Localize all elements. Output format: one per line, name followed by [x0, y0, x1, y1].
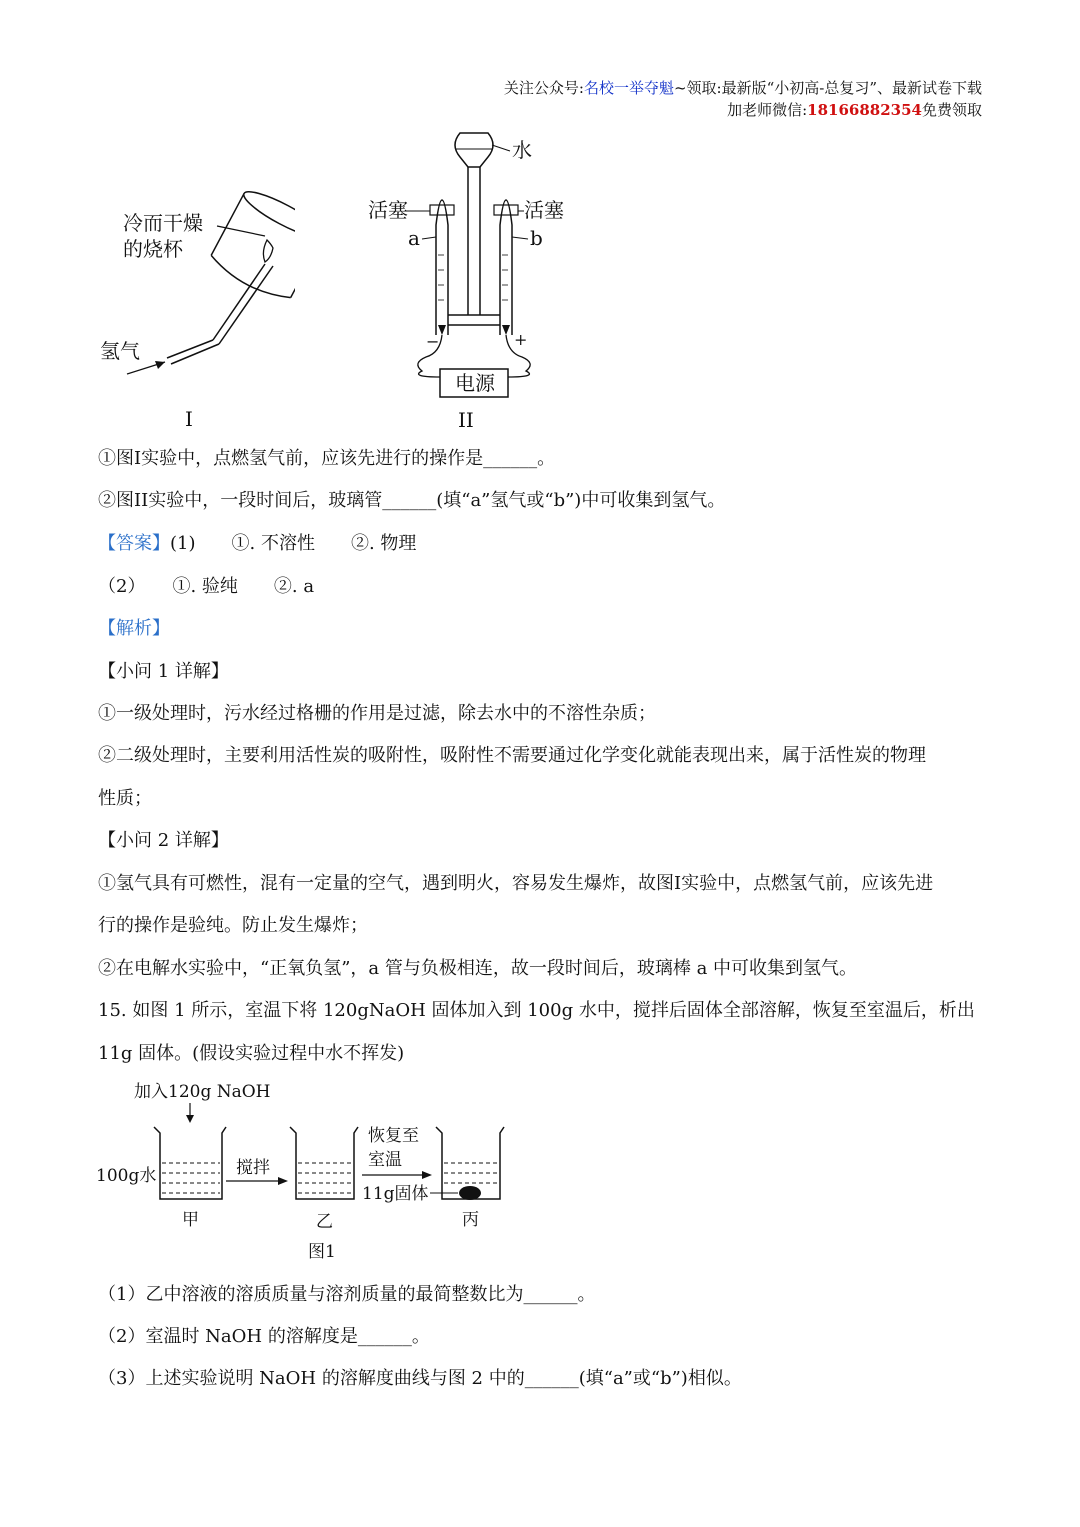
stopcock-left-label: 活塞: [368, 198, 408, 222]
tube-b: [500, 200, 512, 335]
sub1-paragraph-1: ①一级处理时，污水经过格栅的作用是过滤，除去水中的不溶性杂质；: [98, 703, 656, 724]
header-line-2: [727, 100, 982, 121]
hydrogen-label: 氢气: [100, 339, 140, 363]
positive-sign: +: [514, 330, 528, 349]
wechat-suffix: 免费领取: [921, 101, 982, 119]
beaker-1-icon: [154, 1127, 226, 1199]
sub1-title: 【小问 1 详解】: [98, 661, 229, 682]
beaker-2-label: 乙: [316, 1212, 333, 1232]
stopcock-right-label: 活塞: [524, 198, 564, 222]
beaker-2-icon: [290, 1127, 358, 1199]
figure-caption-1: I: [185, 407, 193, 430]
stopcock-right-icon[interactable]: [494, 205, 518, 215]
figure-electrolysis: [360, 125, 580, 430]
q15-line-1: 15. 如图 1 所示，室温下将 120gNaOH 固体加入到 100g 水中，搅拌后固体全部溶解，恢复至室温后，析出: [98, 1000, 975, 1021]
tube-b-label: b: [530, 226, 543, 250]
power-label: 电源: [455, 371, 495, 395]
figure-hydrogen-burning: [95, 190, 295, 430]
tube-a: [436, 200, 448, 335]
sub1-paragraph-2b: 性质；: [98, 788, 152, 809]
inverted-beaker-icon: [207, 190, 295, 306]
question-1: ①图I实验中，点燃氢气前，应该先进行的操作是______。: [98, 448, 556, 469]
solid-11g-label: 11g固体: [362, 1184, 429, 1204]
beaker-label-2: 的烧杯: [123, 237, 183, 261]
sub2-paragraph-2: ②在电解水实验中，“正氧负氢”，a 管与负极相连，故一段时间后，玻璃棒 a 中可收集到氢气。: [98, 958, 858, 979]
stopcock-left-icon[interactable]: [430, 205, 454, 215]
header-prefix: 关注公众号:: [503, 79, 584, 97]
restore-label-1: 恢复至: [368, 1126, 419, 1146]
q15-sub-1: （1）乙中溶液的溶质质量与溶剂质量的最简整数比为______。: [98, 1284, 596, 1305]
q15-line-2: 11g 固体。(假设实验过程中水不挥发): [98, 1043, 405, 1064]
figure-1-caption: 图1: [308, 1242, 336, 1262]
header-suffix: ~领取:最新版“小初高-总复习”、最新试卷下载: [673, 79, 982, 97]
restore-label-2: 室温: [368, 1150, 402, 1170]
wechat-prefix: 加老师微信:: [727, 101, 808, 119]
beaker-label-1: 冷而干燥: [123, 211, 203, 235]
water-label: 水: [512, 138, 532, 162]
figure-caption-2: II: [458, 408, 474, 430]
header-line-1: [504, 78, 982, 99]
sub2-paragraph-1b: 行的操作是验纯。防止发生爆炸；: [98, 915, 368, 936]
analysis-tag: 【解析】: [98, 618, 170, 639]
add-naoh-label: 加入120g NaOH: [134, 1082, 271, 1102]
beaker-3-label: 丙: [462, 1210, 479, 1230]
water-100g-label: 100g水: [96, 1166, 157, 1186]
answer-line-1: [98, 529, 416, 555]
sub2-paragraph-1a: ①氢气具有可燃性，混有一定量的空气，遇到明火，容易发生爆炸，故图I实验中，点燃氢气前，应该先进: [98, 873, 934, 894]
sub2-title: 【小问 2 详解】: [98, 830, 229, 851]
figure-dissolution: [92, 1075, 522, 1265]
negative-sign: −: [426, 332, 440, 351]
beaker-3-icon: [436, 1127, 504, 1200]
reservoir-icon: [455, 133, 493, 167]
q15-sub-2: （2）室温时 NaOH 的溶解度是______。: [98, 1326, 430, 1347]
question-2: ②图II实验中，一段时间后，玻璃管______(填“a”氢气或“b”)中可收集到氢气。: [98, 490, 726, 511]
q15-sub-3: （3）上述实验说明 NaOH 的溶解度曲线与图 2 中的______(填“a”或“b”)相似。: [98, 1368, 742, 1389]
beaker-1-label: 甲: [182, 1210, 199, 1230]
answer-line-2: （2） ①. 验纯 ②. a: [98, 576, 315, 597]
tube-a-label: a: [408, 226, 420, 250]
wechat-phone: 18166882354: [807, 101, 922, 119]
answer-text-1: (1) ①. 不溶性 ②. 物理: [170, 533, 417, 554]
precipitate-icon: [459, 1186, 481, 1200]
answer-tag: 【答案】: [98, 533, 170, 554]
sub1-paragraph-2a: ②二级处理时，主要利用活性炭的吸附性，吸附性不需要通过化学变化就能表现出来，属于活性炭的物理: [98, 745, 926, 766]
flame-icon: [263, 240, 273, 262]
stir-label: 搅拌: [236, 1158, 270, 1178]
header-brand-link[interactable]: 名校一举夺魁: [583, 79, 674, 97]
